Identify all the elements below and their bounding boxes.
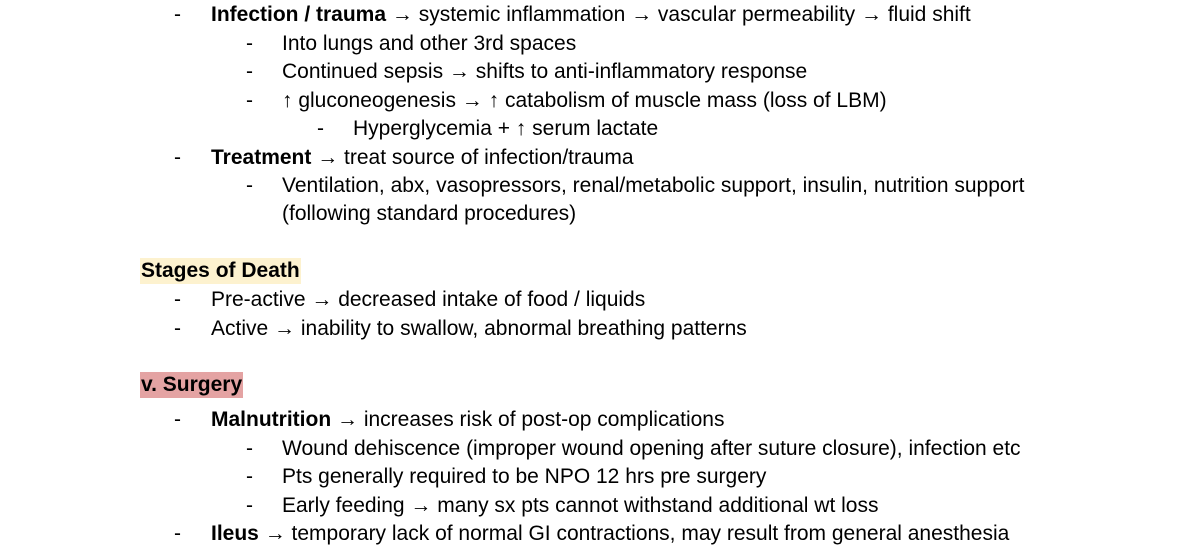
- bullet-dash: -: [317, 117, 324, 140]
- bullet-dash: -: [174, 3, 181, 26]
- bullet-dash: -: [174, 288, 181, 311]
- list-item-hyperglycemia: Hyperglycemia + ↑ serum lactate: [353, 117, 659, 140]
- list-item-lungs: Into lungs and other 3rd spaces: [282, 32, 577, 55]
- list-item-ventilation: Ventilation, abx, vasopressors, renal/metabolic support, insulin, nutrition support: [282, 174, 1025, 197]
- term-infection-trauma: Infection / trauma: [211, 3, 387, 26]
- bullet-dash: -: [174, 522, 181, 545]
- bullet-dash: -: [174, 317, 181, 340]
- bullet-dash: -: [246, 465, 253, 488]
- list-item-pre-active: Pre-active → decreased intake of food / liquids: [211, 288, 646, 311]
- bullet-dash: -: [246, 494, 253, 517]
- list-item-early-feeding: Early feeding → many sx pts cannot withstand additional wt loss: [282, 494, 879, 517]
- list-item-active: Active → inability to swallow, abnormal breathing patterns: [211, 317, 747, 340]
- term-malnutrition: Malnutrition: [211, 408, 332, 431]
- ileus-description: → temporary lack of normal GI contractions, may result from general anesthesia: [258, 522, 1010, 545]
- infection-description: → systemic inflammation → vascular permeability → fluid shift: [386, 3, 971, 26]
- malnutrition-description: → increases risk of post-op complications: [331, 408, 725, 431]
- bullet-dash: -: [174, 408, 181, 431]
- list-item-infection: [211, 1, 971, 29]
- term-ileus: Ileus: [211, 522, 259, 545]
- bullet-dash: -: [246, 32, 253, 55]
- bullet-dash: -: [246, 89, 253, 112]
- list-item-continued-sepsis: Continued sepsis → shifts to anti-inflammatory response: [282, 60, 808, 83]
- treatment-description: → treat source of infection/trauma: [311, 146, 634, 169]
- list-item-treatment: [211, 144, 634, 172]
- list-item-malnutrition: [211, 406, 724, 434]
- list-item-ventilation-continued: (following standard procedures): [282, 202, 577, 225]
- list-item-wound-dehiscence: Wound dehiscence (improper wound opening after suture closure), infection etc: [282, 437, 1021, 460]
- list-item-npo: Pts generally required to be NPO 12 hrs pre surgery: [282, 465, 767, 488]
- section-heading-stages-of-death: Stages of Death: [141, 259, 300, 282]
- bullet-dash: -: [246, 437, 253, 460]
- term-treatment: Treatment: [211, 146, 312, 169]
- bullet-dash: -: [174, 146, 181, 169]
- section-heading-surgery: v. Surgery: [141, 373, 243, 396]
- bullet-dash: -: [246, 174, 253, 197]
- list-item-ileus: [211, 520, 1009, 548]
- list-item-gluconeogenesis: ↑ gluconeogenesis → ↑ catabolism of muscle mass (loss of LBM): [282, 89, 887, 112]
- bullet-dash: -: [246, 60, 253, 83]
